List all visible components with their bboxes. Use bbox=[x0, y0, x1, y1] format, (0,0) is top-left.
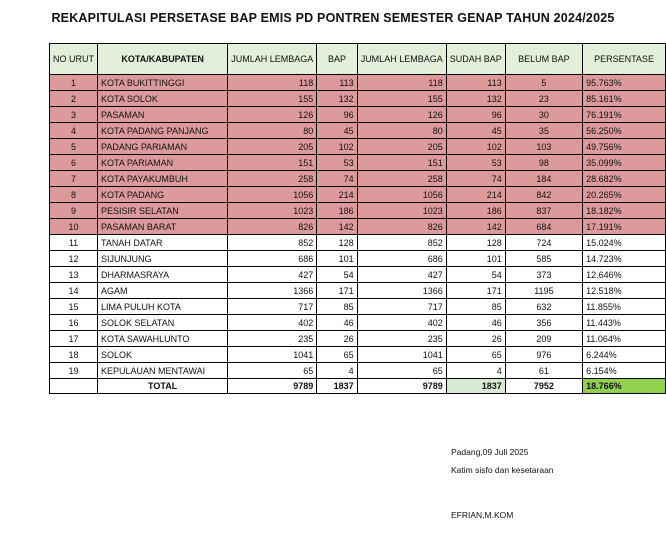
cell-no: 15 bbox=[50, 299, 98, 315]
cell-persen: 11.064% bbox=[583, 331, 666, 347]
cell-name: TANAH DATAR bbox=[98, 235, 228, 251]
cell-bap: 186 bbox=[317, 203, 357, 219]
cell-no: 4 bbox=[50, 123, 98, 139]
total-jumlah: 9789 bbox=[228, 379, 317, 394]
cell-no: 2 bbox=[50, 91, 98, 107]
cell-bap: 46 bbox=[317, 315, 357, 331]
cell-no: 9 bbox=[50, 203, 98, 219]
cell-jumlah: 126 bbox=[228, 107, 317, 123]
cell-name: KOTA PADANG bbox=[98, 187, 228, 203]
table-body bbox=[50, 75, 666, 379]
cell-jumlah2: 686 bbox=[357, 251, 446, 267]
cell-jumlah: 686 bbox=[228, 251, 317, 267]
cell-jumlah: 826 bbox=[228, 219, 317, 235]
cell-no: 14 bbox=[50, 283, 98, 299]
cell-no: 11 bbox=[50, 235, 98, 251]
cell-persen: 15.024% bbox=[583, 235, 666, 251]
cell-sudah: 132 bbox=[446, 91, 505, 107]
cell-jumlah: 65 bbox=[228, 363, 317, 379]
cell-name: SOLOK SELATAN bbox=[98, 315, 228, 331]
cell-bap: 113 bbox=[317, 75, 357, 91]
cell-persen: 20.265% bbox=[583, 187, 666, 203]
cell-sudah: 26 bbox=[446, 331, 505, 347]
cell-sudah: 101 bbox=[446, 251, 505, 267]
cell-sudah: 128 bbox=[446, 235, 505, 251]
cell-no: 18 bbox=[50, 347, 98, 363]
cell-jumlah: 151 bbox=[228, 155, 317, 171]
table-row bbox=[50, 315, 666, 331]
cell-persen: 76.191% bbox=[583, 107, 666, 123]
cell-persen: 35.099% bbox=[583, 155, 666, 171]
cell-name: KOTA SOLOK bbox=[98, 91, 228, 107]
table-row bbox=[50, 91, 666, 107]
cell-jumlah2: 1023 bbox=[357, 203, 446, 219]
cell-jumlah: 1023 bbox=[228, 203, 317, 219]
cell-persen: 95.763% bbox=[583, 75, 666, 91]
cell-sudah: 96 bbox=[446, 107, 505, 123]
table-row bbox=[50, 363, 666, 379]
cell-jumlah: 235 bbox=[228, 331, 317, 347]
cell-jumlah2: 205 bbox=[357, 139, 446, 155]
cell-belum: 684 bbox=[505, 219, 582, 235]
cell-jumlah2: 852 bbox=[357, 235, 446, 251]
cell-persen: 85.161% bbox=[583, 91, 666, 107]
cell-jumlah: 1366 bbox=[228, 283, 317, 299]
cell-persen: 56.250% bbox=[583, 123, 666, 139]
cell-jumlah: 1056 bbox=[228, 187, 317, 203]
table-header-row bbox=[50, 44, 666, 75]
cell-jumlah2: 235 bbox=[357, 331, 446, 347]
cell-name: PADANG PARIAMAN bbox=[98, 139, 228, 155]
cell-jumlah2: 717 bbox=[357, 299, 446, 315]
table-row bbox=[50, 267, 666, 283]
cell-belum: 5 bbox=[505, 75, 582, 91]
table-row bbox=[50, 75, 666, 91]
cell-jumlah2: 80 bbox=[357, 123, 446, 139]
cell-sudah: 85 bbox=[446, 299, 505, 315]
cell-jumlah: 258 bbox=[228, 171, 317, 187]
cell-jumlah: 852 bbox=[228, 235, 317, 251]
cell-sudah: 102 bbox=[446, 139, 505, 155]
total-bap: 1837 bbox=[317, 379, 357, 394]
cell-no: 1 bbox=[50, 75, 98, 91]
cell-sudah: 113 bbox=[446, 75, 505, 91]
cell-name: KOTA SAWAHLUNTO bbox=[98, 331, 228, 347]
cell-belum: 103 bbox=[505, 139, 582, 155]
header-jumlah-lembaga: JUMLAH LEMBAGA bbox=[228, 44, 317, 75]
cell-no: 13 bbox=[50, 267, 98, 283]
cell-bap: 101 bbox=[317, 251, 357, 267]
cell-name: SIJUNJUNG bbox=[98, 251, 228, 267]
cell-no: 16 bbox=[50, 315, 98, 331]
cell-bap: 45 bbox=[317, 123, 357, 139]
header-bap: BAP bbox=[317, 44, 357, 75]
cell-no: 5 bbox=[50, 139, 98, 155]
cell-bap: 65 bbox=[317, 347, 357, 363]
table-row bbox=[50, 347, 666, 363]
table-row bbox=[50, 187, 666, 203]
cell-sudah: 46 bbox=[446, 315, 505, 331]
cell-persen: 14.723% bbox=[583, 251, 666, 267]
cell-persen: 12.518% bbox=[583, 283, 666, 299]
cell-belum: 356 bbox=[505, 315, 582, 331]
total-jumlah-2: 9789 bbox=[357, 379, 446, 394]
header-no: NO URUT bbox=[50, 44, 98, 75]
cell-name: DHARMASRAYA bbox=[98, 267, 228, 283]
cell-belum: 373 bbox=[505, 267, 582, 283]
cell-jumlah: 402 bbox=[228, 315, 317, 331]
cell-bap: 74 bbox=[317, 171, 357, 187]
cell-no: 12 bbox=[50, 251, 98, 267]
cell-name: KOTA PAYAKUMBUH bbox=[98, 171, 228, 187]
cell-no: 6 bbox=[50, 155, 98, 171]
cell-persen: 6.244% bbox=[583, 347, 666, 363]
cell-jumlah2: 1056 bbox=[357, 187, 446, 203]
cell-belum: 184 bbox=[505, 171, 582, 187]
table-row bbox=[50, 219, 666, 235]
cell-bap: 171 bbox=[317, 283, 357, 299]
cell-jumlah: 205 bbox=[228, 139, 317, 155]
footer-place-date: Padang,09 Juli 2025 bbox=[451, 447, 529, 457]
header-jumlah-lembaga-2: JUMLAH LEMBAGA bbox=[357, 44, 446, 75]
cell-belum: 35 bbox=[505, 123, 582, 139]
table-row bbox=[50, 251, 666, 267]
cell-bap: 4 bbox=[317, 363, 357, 379]
cell-sudah: 186 bbox=[446, 203, 505, 219]
cell-bap: 96 bbox=[317, 107, 357, 123]
cell-persen: 28.682% bbox=[583, 171, 666, 187]
recap-table bbox=[49, 43, 666, 394]
cell-belum: 23 bbox=[505, 91, 582, 107]
header-persentase: PERSENTASE bbox=[583, 44, 666, 75]
cell-belum: 724 bbox=[505, 235, 582, 251]
table-row bbox=[50, 123, 666, 139]
cell-bap: 142 bbox=[317, 219, 357, 235]
cell-persen: 12.646% bbox=[583, 267, 666, 283]
cell-no: 19 bbox=[50, 363, 98, 379]
cell-name: LIMA PULUH KOTA bbox=[98, 299, 228, 315]
cell-jumlah2: 155 bbox=[357, 91, 446, 107]
cell-bap: 132 bbox=[317, 91, 357, 107]
cell-jumlah2: 402 bbox=[357, 315, 446, 331]
cell-name: KEPULAUAN MENTAWAI bbox=[98, 363, 228, 379]
cell-jumlah2: 427 bbox=[357, 267, 446, 283]
cell-jumlah: 155 bbox=[228, 91, 317, 107]
cell-jumlah2: 258 bbox=[357, 171, 446, 187]
cell-jumlah: 1041 bbox=[228, 347, 317, 363]
cell-jumlah: 427 bbox=[228, 267, 317, 283]
table-row bbox=[50, 331, 666, 347]
cell-sudah: 53 bbox=[446, 155, 505, 171]
cell-jumlah2: 126 bbox=[357, 107, 446, 123]
report-title: REKAPITULASI PERSETASE BAP EMIS PD PONTREN SEMESTER GENAP TAHUN 2024/2025 bbox=[51, 11, 615, 25]
cell-belum: 61 bbox=[505, 363, 582, 379]
table-row bbox=[50, 299, 666, 315]
cell-belum: 98 bbox=[505, 155, 582, 171]
cell-jumlah2: 1041 bbox=[357, 347, 446, 363]
cell-jumlah2: 151 bbox=[357, 155, 446, 171]
cell-persen: 17.191% bbox=[583, 219, 666, 235]
cell-persen: 11.855% bbox=[583, 299, 666, 315]
cell-belum: 585 bbox=[505, 251, 582, 267]
cell-bap: 102 bbox=[317, 139, 357, 155]
cell-jumlah: 80 bbox=[228, 123, 317, 139]
total-row bbox=[50, 379, 666, 394]
footer-signer: EFRIAN,M.KOM bbox=[451, 510, 514, 520]
table-row bbox=[50, 283, 666, 299]
total-label: TOTAL bbox=[98, 379, 228, 394]
cell-bap: 214 bbox=[317, 187, 357, 203]
cell-belum: 209 bbox=[505, 331, 582, 347]
cell-belum: 842 bbox=[505, 187, 582, 203]
cell-name: KOTA PARIAMAN bbox=[98, 155, 228, 171]
cell-name: KOTA BUKITTINGGI bbox=[98, 75, 228, 91]
table-row bbox=[50, 139, 666, 155]
cell-belum: 976 bbox=[505, 347, 582, 363]
cell-jumlah2: 118 bbox=[357, 75, 446, 91]
cell-bap: 26 bbox=[317, 331, 357, 347]
cell-persen: 18.182% bbox=[583, 203, 666, 219]
cell-bap: 54 bbox=[317, 267, 357, 283]
cell-bap: 85 bbox=[317, 299, 357, 315]
cell-sudah: 214 bbox=[446, 187, 505, 203]
total-belum: 7952 bbox=[505, 379, 582, 394]
total-no bbox=[50, 379, 98, 394]
cell-jumlah2: 1366 bbox=[357, 283, 446, 299]
cell-jumlah: 118 bbox=[228, 75, 317, 91]
table-row bbox=[50, 171, 666, 187]
cell-name: PESISIR SELATAN bbox=[98, 203, 228, 219]
cell-belum: 1195 bbox=[505, 283, 582, 299]
cell-name: SOLOK bbox=[98, 347, 228, 363]
cell-no: 3 bbox=[50, 107, 98, 123]
cell-sudah: 74 bbox=[446, 171, 505, 187]
cell-persen: 6.154% bbox=[583, 363, 666, 379]
cell-persen: 49.756% bbox=[583, 139, 666, 155]
cell-no: 17 bbox=[50, 331, 98, 347]
cell-name: AGAM bbox=[98, 283, 228, 299]
cell-no: 7 bbox=[50, 171, 98, 187]
cell-no: 8 bbox=[50, 187, 98, 203]
total-sudah: 1837 bbox=[446, 379, 505, 394]
cell-sudah: 171 bbox=[446, 283, 505, 299]
total-persen: 18.766% bbox=[583, 379, 666, 394]
cell-sudah: 142 bbox=[446, 219, 505, 235]
cell-belum: 30 bbox=[505, 107, 582, 123]
cell-persen: 11.443% bbox=[583, 315, 666, 331]
header-sudah-bap: SUDAH BAP bbox=[446, 44, 505, 75]
cell-bap: 53 bbox=[317, 155, 357, 171]
cell-belum: 837 bbox=[505, 203, 582, 219]
cell-sudah: 45 bbox=[446, 123, 505, 139]
cell-jumlah: 717 bbox=[228, 299, 317, 315]
table-row bbox=[50, 155, 666, 171]
footer-role: Katim sisfo dan kesetaraan bbox=[451, 465, 554, 475]
cell-sudah: 4 bbox=[446, 363, 505, 379]
cell-sudah: 54 bbox=[446, 267, 505, 283]
cell-jumlah2: 65 bbox=[357, 363, 446, 379]
cell-jumlah2: 826 bbox=[357, 219, 446, 235]
cell-name: PASAMAN BARAT bbox=[98, 219, 228, 235]
cell-no: 10 bbox=[50, 219, 98, 235]
header-kota: KOTA/KABUPATEN bbox=[98, 44, 228, 75]
table-row bbox=[50, 107, 666, 123]
cell-belum: 632 bbox=[505, 299, 582, 315]
cell-sudah: 65 bbox=[446, 347, 505, 363]
table-row bbox=[50, 203, 666, 219]
table-row bbox=[50, 235, 666, 251]
header-belum-bap: BELUM BAP bbox=[505, 44, 582, 75]
cell-name: KOTA PADANG PANJANG bbox=[98, 123, 228, 139]
cell-bap: 128 bbox=[317, 235, 357, 251]
cell-name: PASAMAN bbox=[98, 107, 228, 123]
